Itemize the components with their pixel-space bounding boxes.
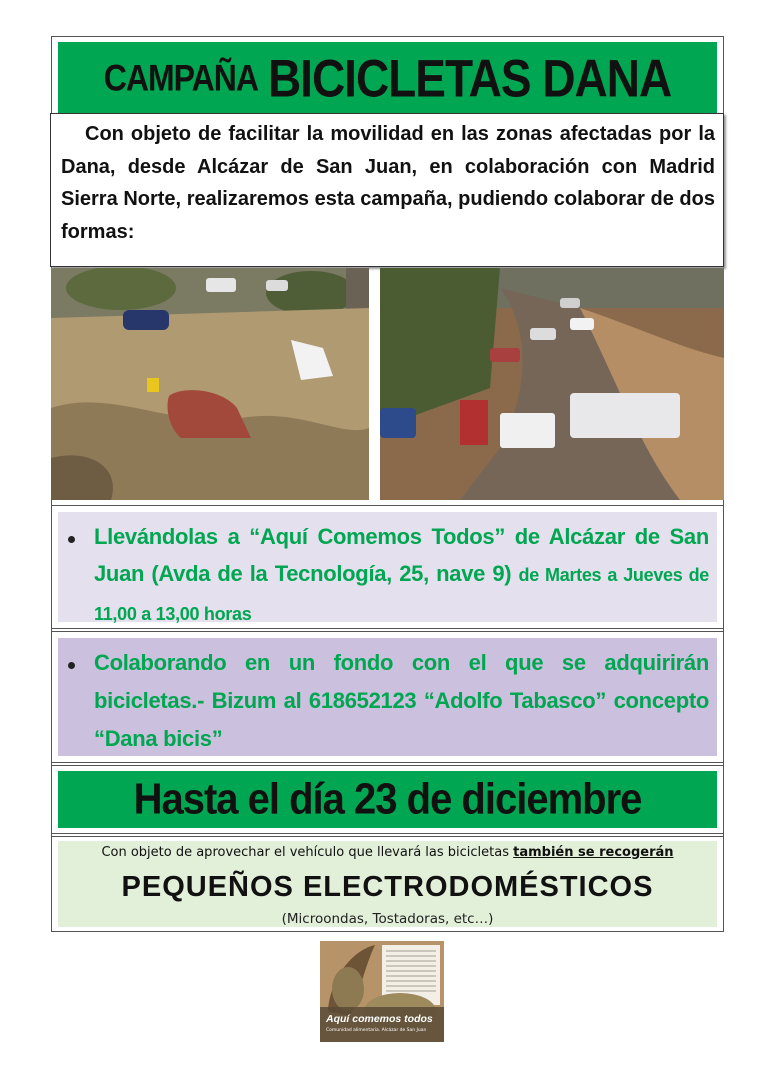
logo-subtitle: Comunidad alimentaria. Alcázar de San Juan <box>326 1028 427 1033</box>
option-drop-off-bg <box>58 512 717 622</box>
option-donation-text: Colaborando en un fondo con el que se adquirirán bicicletas.- Bizum al 618652123 “Adolfo Tabasco” concepto “Dana bicis” <box>94 650 709 751</box>
intro-text: Con objeto de facilitar la movilidad en las zonas afectadas por la Dana, desde Alcázar de San Juan, en colaboración con Madrid Sierra Norte, realizaremos esta campaña, pudiendo colaborar de dos formas: <box>61 123 715 243</box>
aqui-comemos-todos-logo <box>320 941 444 1042</box>
deadline-text: Hasta el día 23 de diciembre <box>133 774 642 824</box>
drop-off-location: Llevándolas a “Aquí Comemos Todos” de Alcázar de San Juan (Avda de la Tecnología, 25, nave 9) <box>94 524 709 586</box>
appliances-note-prefix: Con objeto de aprovechar el vehículo que llevará las bicicletas <box>101 845 509 860</box>
deadline-banner <box>58 771 717 828</box>
option-donation-bg <box>58 638 717 756</box>
intro-box <box>50 113 724 267</box>
deadline-box <box>51 765 724 834</box>
title-banner <box>58 42 717 114</box>
option-donation <box>51 631 724 763</box>
flood-photo-left <box>51 268 369 500</box>
title-big: BICICLETAS DANA <box>267 48 672 108</box>
option-drop-off-text <box>94 518 709 633</box>
appliances-bg <box>58 841 717 927</box>
logo-title: Aquí comemos todos <box>326 1013 433 1025</box>
appliances-note-emphasis: también se recogerán <box>513 845 674 860</box>
option-drop-off <box>51 505 724 629</box>
appliances-heading: PEQUEÑOS ELECTRODOMÉSTICOS <box>121 871 654 903</box>
appliances-examples: (Microondas, Tostadoras, etc…) <box>281 911 494 927</box>
title-small: CAMPAÑA <box>103 56 258 99</box>
bullet-icon <box>68 536 75 543</box>
bullet-icon <box>68 662 75 669</box>
flood-photo-right <box>380 268 724 500</box>
appliances-note <box>58 845 717 860</box>
drop-off-schedule: de Martes a Jueves de 11,00 a 13,00 horas <box>94 565 709 624</box>
appliances-box <box>51 836 724 932</box>
